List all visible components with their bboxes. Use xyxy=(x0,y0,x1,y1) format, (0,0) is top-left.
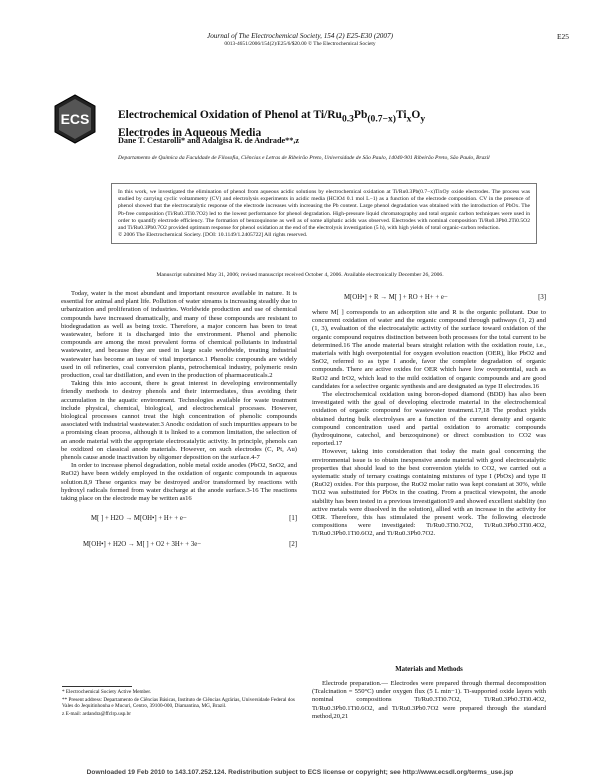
title-part: Pb xyxy=(353,109,368,121)
title-sub: x xyxy=(406,113,412,125)
paragraph: In order to increase phenol degradation, noble metal oxide anodes (PbO2, SnO2, and RuO2) have been widely employed in the oxidation of organic compounds in aqueous solution.8,9 These organics may be destroyed and/or transformed by reactions with hydroxyl radicals formed from water discharge at the anode surface.3-16 The reactions taking place on the electrode may be written as16 xyxy=(61,462,297,503)
right-column xyxy=(312,309,546,539)
title-sub: y xyxy=(420,113,426,125)
journal-header: Journal of The Electrochemical Society, 154 (2) E25-E30 (2007) xyxy=(207,32,393,40)
paragraph: Today, water is the most abundant and important resource available in nature. It is essential for animal and plant life. Pollution of water streams is increasing steadily due to urbanization and proliferation of industries. Worldwide production and use of chemical compounds have increased dramatically, and many of these compounds are resistant to biodegradation as well as being toxic. Therefore, a major concern has been to treat wastewater, before it is discharged into the environment. Phenol and phenolic compounds are among the most prevalent forms of chemical pollutants in industrial wastewater, and because they are used in large scale worldwide, treating industrial wastewater has become an issue of vital importance.1 Phenolic compounds are widely used in oil refineries, coal conversion plants, petrochemical industry, polymeric resin production, coal tar distillation, and even in the production of pharmaceuticals.2 xyxy=(61,290,297,380)
footnote: ** Present address: Departamento de Ciências Básicas, Instituto de Ciências Agrárias, Universidade Federal dos Vales do Jequitinhonha e Mucuri, Centro, 39100-000, Diamantina, MG, Brazil. xyxy=(62,696,295,710)
footnote: z E-mail: ardandra@ffclrp.usp.br xyxy=(62,710,131,717)
equation-text: M[OH•] + H2O → M[ ] + O2 + 3H+ + 3e− xyxy=(83,541,202,549)
equation-1 xyxy=(61,509,297,531)
footnote: * Electrochemical Society Active Member. xyxy=(62,689,152,695)
footnotes xyxy=(62,689,298,718)
title-sub: 0.3 xyxy=(341,113,354,125)
title-part: O xyxy=(411,109,421,121)
download-footer: Downloaded 19 Feb 2010 to 143.107.252.124. Redistribution subject to ECS license or copyright; see http://www.ecsdl.org/terms_use.jsp xyxy=(86,769,514,776)
title-part: Ti xyxy=(395,109,407,121)
title-part: Electrochemical Oxidation of Phenol at Ti/Ru xyxy=(118,109,342,121)
abstract-copyright: © 2006 The Electrochemical Society. [DOI: 10.1149/1.2405722] All rights reserved. xyxy=(118,232,308,239)
authors: Dane T. Cestarolli* and Adalgisa R. de Andrade**,z xyxy=(118,136,300,145)
abstract-box xyxy=(111,183,537,244)
ecs-logo xyxy=(52,93,98,145)
equation-text: M[OH•] + R → M[ ] + RO + H+ + e− xyxy=(344,294,448,301)
abstract-text: In this work, we investigated the elimination of phenol from aqueous acidic solutions by electrochemical oxidation at Ti/Ru0.3Pb(0.7−x)TixOy oxide electrodes. The process was studied by carrying cyclic voltammetry (CV) and electrolysis experiments in acidic media (HClO4 0.1 mol L−1) as a function of the electrode composition. CV in the presence of phenol showed that the electrocatalytic response of the electrode increases with increasing the Pb content. Large phenol degradation was obtained with the introduction of PbOx. The Pb-free composition (Ti/Ru0.3Ti0.7O2) led to the lowest performance for phenol degradation. High-pressure liquid chromatography and total organic carbon techniques were used in order to quantify electrode efficiency. The formation of benzoquinone as well as of some aliphatic acids was observed. Electrodes with nominal composition Ti/Ru0.3Pb0.2Ti0.5O2 and Ti/Ru0.3Pb0.7O2 provided optimum response for phenol oxidation at the end of the electrolysis investigation (5 h), with high yields of total organic-carbon reduction. xyxy=(118,189,530,232)
paragraph: However, taking into consideration that today the main goal concerning the environmental issue is to obtain inexpensive anode material with good electrocatalytic properties that should lead to the best conversion yields to CO2, we carried out a systematic study of ternary coatings containing mixtures of type I (PbOx) and type II (RuO2) oxides. For this purpose, the RuO2 molar ratio was kept constant at 30%, while TiO2 was substituted for PbOx in the coating. From a practical viewpoint, the anode stability has been tested in a previous investigation19 and showed excellent stability (no active metals were dissolved in the solution), allied with an increase in the activity for OER. Therefore, this has stimulated the present work. The following electrode compositions were investigated: Ti/Ru0.3Ti0.7O2, Ti/Ru0.3Pb0.3Ti0.4O2, Ti/Ru0.3Pb0.1Ti0.6O2, and Ti/Ru0.3Pb0.7O2. xyxy=(312,448,546,538)
footnote-rule xyxy=(62,686,132,687)
equation-number: [3] xyxy=(538,294,546,301)
received-line: Manuscript submitted May 31, 2006; revised manuscript received October 4, 2006. Available electronically December 26, 2006. xyxy=(156,272,444,278)
title-line2: Electrodes in Aqueous Media xyxy=(118,127,262,140)
page-number: E25 xyxy=(557,32,569,41)
equation-2 xyxy=(61,535,297,555)
left-column xyxy=(61,290,297,555)
section-heading: Materials and Methods xyxy=(395,666,463,673)
logo-text: ECS xyxy=(60,111,90,127)
title-sub: (0.7−x) xyxy=(367,113,396,125)
paragraph: Electrode preparation.— Electrodes were prepared through thermal decomposition (Tcalcination = 550°C) under oxygen flux (5 L min−1). Ti-supported oxide layers with nominal compositions Ti/Ru0.3Ti0.7O2, Ti/Ru0.3Pb0.3Ti0.4O2, Ti/Ru0.3Pb0.1Ti0.6O2, and Ti/Ru0.3Pb0.7O2 were prepared through the standard method,20,21 xyxy=(312,680,546,720)
paragraph: The electrochemical oxidation using boron-doped diamond (BDD) has also been investigated with the goal of developing electrode material in the electrochemical oxidation of organic compound for wastewater treatment.17,18 The product yields obtained during bulk electrolyses are a function of the current density and organic compound concentration used and partial oxidation to aromatic compounds (hydroquinone, catechol, and benzoquinone) or direct combustion to CO2 was reported.17 xyxy=(312,391,546,448)
equation-3 xyxy=(312,292,546,306)
equation-text: M[ ] + H2O → M[OH•] + H+ + e− xyxy=(91,515,187,523)
equation-number: [1] xyxy=(289,515,297,523)
paragraph: where M[ ] corresponds to an adsorption site and R is the organic pollutant. Due to concurrent oxidation of water and the organic compound through pathways (1, 2) and (1, 3), evaluation of the electrocatalytic activity of the surface toward oxidation of the organic compound requires distinction between both processes for the total current to be determined.16 The anode material bears straight relation with the oxidation route, i.e., materials with high overpotential for oxygen evolution reaction (OER), like PbO2 and SnO2, referred to as type I anode, favor the complete degradation of organic compounds. There are active oxides for OER which have low overpotential, such as RuO2 and IrO2, which lead to the mild oxidation of organic compounds and are good candidates for a selective organic synthesis and are designated as type II electrodes.16 xyxy=(312,309,546,390)
paragraph: Taking this into account, there is great interest in developing environmentally friendly methods to destroy phenols and their intermediates, thus avoiding their accumulation in the aquatic environment. Technologies available for waste treatment include physical, chemical, biological, and electrochemical processes. However, biological processes cannot treat the high concentration of phenolic compounds associated with industrial wastewater.3 Anodic oxidation of such impurities appears to be a promising clean process, although it is linked to a common limitation, the selection of an anode material with the appropriate electrocatalytic activity. In principle, phenols can be oxidized on classical anode materials. However, on such electrodes (C, Pt, Au) phenols cause anode inactivation by oligomer deposition on the surface.4-7 xyxy=(61,380,297,462)
equation-number: [2] xyxy=(289,541,297,549)
affiliation: Departamento de Química da Faculdade de Filosofia, Ciências e Letras de Ribeirão Preto, Universidade de São Paulo, 14040-901 Ribeirão Preto, São Paulo, Brazil xyxy=(118,155,490,161)
paragraph-electrode-prep xyxy=(312,680,546,721)
issn-line: 0013-4651/2006/154(2)/E25/6/$20.00 © The Electrochemical Society xyxy=(224,41,376,47)
